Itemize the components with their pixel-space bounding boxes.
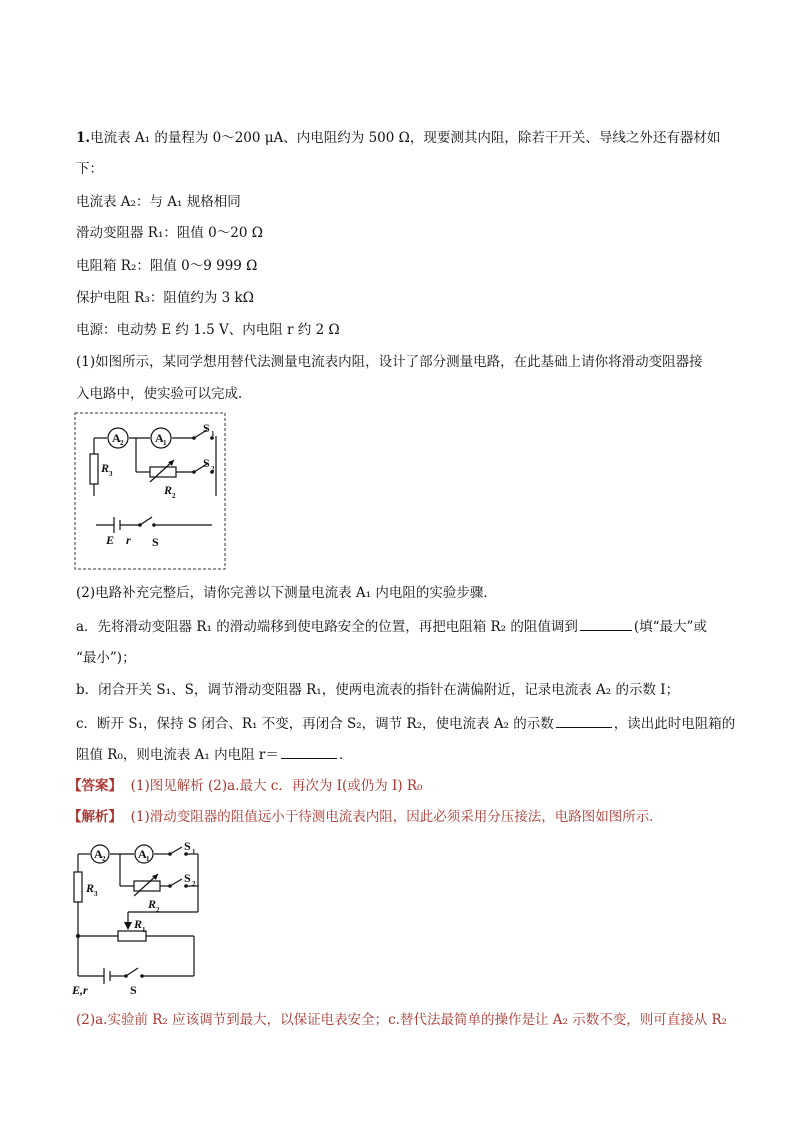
step-a-line-2: “最小”)；: [76, 650, 136, 666]
step-c-text-2: 阻值 R₀，则电流表 A₁ 内电阻 r＝: [76, 747, 279, 763]
step-c-line-2: [76, 744, 352, 765]
analysis-line: [68, 807, 663, 827]
fig2-a1-label: A: [138, 847, 147, 861]
analysis-label: 【解析】: [68, 809, 122, 825]
question-intro: 电流表 A₁ 的量程为 0～200 μA、内电阻约为 500 Ω，现要测其内阻，除若干开关、导线之外还有器材如: [90, 130, 721, 146]
equipment-item-source: 电源：电动势 E 约 1.5 V、内电阻 r 约 2 Ω: [76, 322, 340, 338]
answer-blank-3: [281, 744, 337, 759]
step-c-end: ．: [338, 747, 353, 763]
fig2-r1-label: R: [134, 917, 143, 931]
fig2-s-label: S: [130, 983, 137, 997]
part1-text-line-2: 入电路中，使实验可以完成．: [76, 386, 252, 402]
question-intro-line-1: [76, 128, 720, 148]
step-c-text: c．断开 S₁，保持 S 闭合、R₁ 不变，再闭合 S₂，调节 R₂，使电流表 A₂ 的示数: [76, 716, 554, 732]
fig2-r2-sub: 2: [156, 906, 160, 914]
step-c-tail: ，读出此时电阻箱的: [613, 716, 736, 732]
question-intro-line-2: 下：: [76, 161, 103, 177]
fig1-r2-sub: 2: [172, 492, 176, 500]
part1-text-line-1: (1)如图所示，某同学想用替代法测量电流表内阻，设计了部分测量电路，在此基础上请你将滑动变阻器接: [76, 354, 703, 370]
fig2-r2-label: R: [148, 897, 157, 911]
fig2-a2-label: A: [94, 847, 103, 861]
question-number: 1.: [76, 130, 91, 146]
fig1-r2-label: R: [164, 483, 173, 497]
analysis-part2: (2)a.实验前 R₂ 应该调节到最大，以保证电表安全；c.替代法最简单的操作是让 A₂ 示数不变，则可直接从 R₂: [76, 1012, 728, 1028]
fig1-a1-label: A: [155, 431, 164, 445]
fig1-a1-sub: 1: [163, 439, 167, 447]
part2-title: (2)电路补充完整后，请你完善以下测量电流表 A₁ 内电阻的实验步骤．: [76, 585, 497, 601]
fig2-er-label: E,r: [72, 983, 88, 997]
fig1-e-label: E: [106, 533, 115, 547]
fig1-s1-sub: 1: [211, 430, 215, 438]
equipment-item-r1: 滑动变阻器 R₁：阻值 0～20 Ω: [76, 225, 263, 241]
step-b: b．闭合开关 S₁、S，调节滑动变阻器 R₁，使两电流表的指针在满偏附近，记录电流表 A₂ 的示数 I；: [76, 682, 680, 698]
fig1-s1-label: S: [203, 421, 210, 435]
answer-label: 【答案】: [68, 778, 122, 794]
fig2-a1-sub: 1: [146, 855, 150, 863]
fig2-a2-sub: 2: [102, 855, 106, 863]
fig2-s1-sub: 1: [192, 848, 196, 856]
fig1-r-label: r: [126, 533, 131, 547]
answer-blank-2: [556, 713, 612, 728]
fig1-r3-label: R: [101, 461, 110, 475]
step-a-tail: (填“最大”或: [633, 619, 707, 635]
completed-circuit-figure: [70, 838, 210, 1000]
step-a-line-1: [76, 616, 707, 637]
analysis-text: (1)滑动变阻器的阻值远小于待测电流表内阻，因此必须采用分压接法，电路图如图所示．: [130, 809, 663, 825]
equipment-item-a2: 电流表 A₂：与 A₁ 规格相同: [76, 194, 241, 210]
fig2-r3-sub: 3: [94, 890, 98, 898]
answer-line: [68, 776, 422, 796]
answer-blank-1: [580, 616, 632, 631]
step-c-line-1: [76, 713, 735, 734]
fig2-r1-sub: 1: [142, 926, 146, 934]
fig1-r3-sub: 3: [109, 470, 113, 478]
fig1-s2-sub: 2: [211, 465, 215, 473]
fig2-s2-label: S: [184, 871, 191, 885]
fig2-s2-sub: 2: [192, 880, 196, 888]
partial-circuit-figure: [74, 412, 228, 572]
equipment-item-r3: 保护电阻 R₃：阻值约为 3 kΩ: [76, 290, 254, 306]
fig1-s2-label: S: [203, 456, 210, 470]
fig1-a2-sub: 2: [120, 439, 124, 447]
step-a-text: a．先将滑动变阻器 R₁ 的滑动端移到使电路安全的位置，再把电阻箱 R₂ 的阻值调到: [76, 619, 578, 635]
fig1-s-label: S: [152, 535, 159, 549]
fig2-s1-label: S: [184, 839, 191, 853]
answer-text: (1)图见解析 (2)a.最大 c．再次为 I(或仍为 I) R₀: [130, 778, 423, 794]
fig1-a2-label: A: [112, 431, 121, 445]
fig2-r3-label: R: [86, 881, 95, 895]
equipment-item-r2: 电阻箱 R₂：阻值 0～9 999 Ω: [76, 258, 258, 274]
